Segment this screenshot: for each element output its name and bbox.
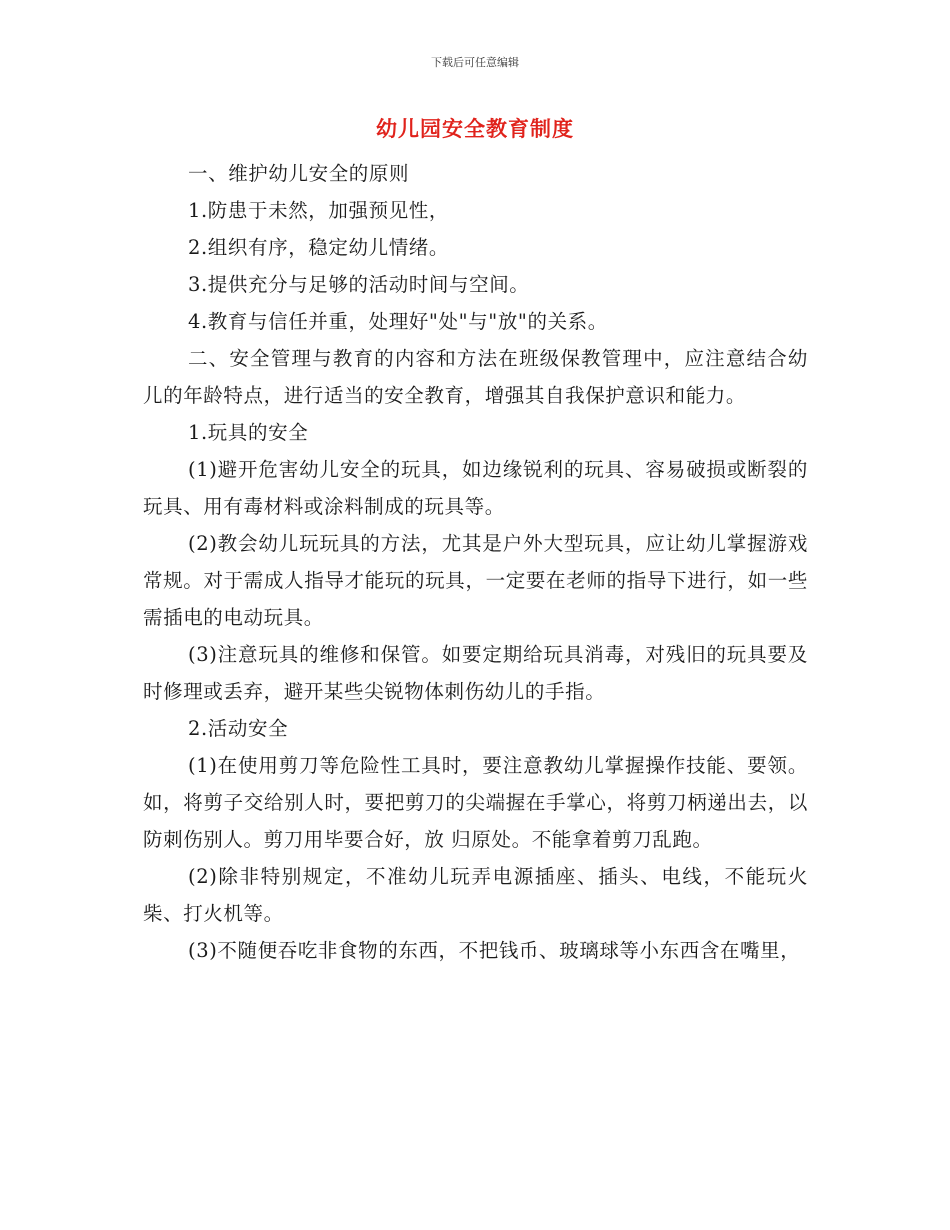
paragraph-activity-safety-2: (2)除非特别规定，不准幼儿玩弄电源插座、插头、电线，不能玩火柴、打火机等。 xyxy=(143,865,808,925)
paragraph-management-heading: 二、安全管理与教育的内容和方法在班级保教管理中，应注意结合幼儿的年龄特点，进行适当的安全教育，增强其自我保护意识和能力。 xyxy=(143,347,808,407)
paragraph-principle-1: 1.防患于未然，加强预见性， xyxy=(188,199,450,222)
paragraph-activity-safety-heading: 2.活动安全 xyxy=(188,717,289,740)
paragraph-principles-heading: 一、维护幼儿安全的原则 xyxy=(188,162,410,185)
paragraph-toy-safety-heading: 1.玩具的安全 xyxy=(188,421,309,444)
page-header: 下载后可任意编辑 xyxy=(431,56,519,69)
paragraph-activity-safety-3: (3)不随便吞吃非食物的东西，不把钱币、玻璃球等小东西含在嘴里， xyxy=(188,939,801,962)
paragraph-activity-safety-1: (1)在使用剪刀等危险性工具时，要注意教幼儿掌握操作技能、要领。如，将剪子交给别人时，要把剪刀的尖端握在手掌心，将剪刀柄递出去，以防刺伤别人。剪刀用毕要合好，放 归原处。不能拿着剪刀乱跑。 xyxy=(143,754,808,851)
document-body xyxy=(143,155,808,969)
paragraph-toy-safety-2: (2)教会幼儿玩玩具的方法，尤其是户外大型玩具，应让幼儿掌握游戏常规。对于需成人指导才能玩的玩具，一定要在老师的指导下进行，如一些需插电的电动玩具。 xyxy=(143,532,808,629)
paragraph-principle-2: 2.组织有序，稳定幼儿情绪。 xyxy=(188,236,450,259)
paragraph-toy-safety-3: (3)注意玩具的维修和保管。如要定期给玩具消毒，对残旧的玩具要及时修理或丢弃，避开某些尖锐物体刺伤幼儿的手指。 xyxy=(143,643,808,703)
paragraph-principle-3: 3.提供充分与足够的活动时间与空间。 xyxy=(188,273,530,296)
document-title: 幼儿园安全教育制度 xyxy=(376,117,574,141)
paragraph-toy-safety-1: (1)避开危害幼儿安全的玩具，如边缘锐利的玩具、容易破损或断裂的玩具、用有毒材料或涂料制成的玩具等。 xyxy=(143,458,808,518)
paragraph-principle-4: 4.教育与信任并重，处理好"处"与"放"的关系。 xyxy=(188,310,608,333)
